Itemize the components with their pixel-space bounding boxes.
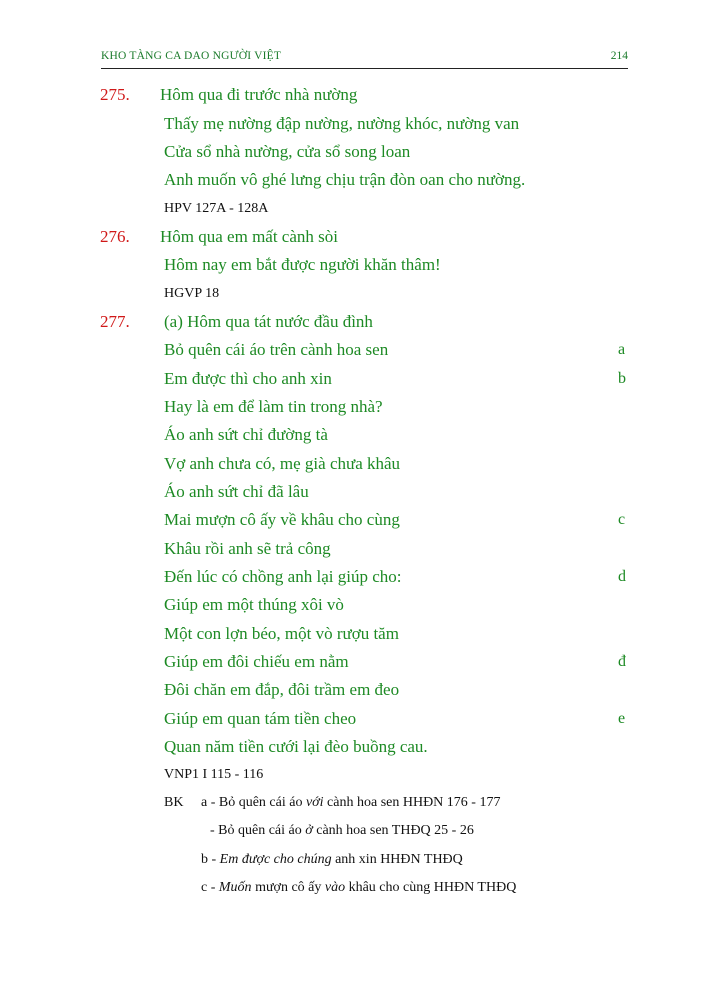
verse-line: Giúp em quan tám tiền cheo: [164, 709, 357, 728]
verse-line: Đến lúc có chồng anh lại giúp cho:: [164, 567, 402, 586]
verse-line: Em được thì cho anh xin: [164, 369, 332, 388]
verse-marker: a: [618, 341, 626, 358]
source-reference: HGVP 18: [164, 286, 220, 301]
verse-line: Hôm nay em bắt được người khăn thâm!: [164, 255, 441, 274]
verse-line: Khâu rồi anh sẽ trả công: [164, 539, 331, 558]
verse-line: Vợ anh chưa có, mẹ già chưa khâu: [164, 454, 401, 473]
entry-number: 275.: [100, 85, 130, 104]
verse-line: Hôm qua em mất cành sòi: [160, 227, 338, 246]
verse-line: Mai mượn cô ấy về khâu cho cùng: [164, 510, 400, 529]
verse-line: Áo anh sứt chỉ đường tà: [164, 425, 328, 444]
verse-line: Giúp em một thúng xôi vò: [164, 595, 344, 614]
verse-line: (a) Hôm qua tát nước đầu đình: [164, 312, 373, 331]
verse-marker: b: [618, 370, 626, 387]
verse-line: Áo anh sứt chỉ đã lâu: [164, 482, 309, 501]
entry-number: 277.: [100, 312, 130, 331]
verse-line: Hôm qua đi trước nhà nường: [160, 85, 358, 104]
source-reference: HPV 127A - 128A: [164, 201, 269, 216]
verse-marker: c: [618, 511, 626, 528]
entry-number: 276.: [100, 227, 130, 246]
page-number: 214: [610, 50, 628, 62]
variant-note: c - Muốn mượn cô ấy vào khâu cho cùng HHĐN THĐQ: [201, 880, 517, 895]
variants-label: BK: [164, 795, 184, 810]
verse-marker: e: [618, 710, 626, 727]
verse-marker: đ: [618, 653, 626, 670]
verse-line: Anh muốn vô ghé lưng chịu trận đòn oan cho nường.: [164, 170, 526, 189]
verse-line: Quan năm tiền cưới lại đèo buồng cau.: [164, 737, 428, 756]
variant-note: b - Em được cho chúng anh xin HHĐN THĐQ: [201, 852, 463, 867]
verse-line: Thấy mẹ nường đập nường, nường khóc, nường van: [164, 114, 520, 133]
verse-line: Hay là em để làm tin trong nhà?: [164, 397, 383, 416]
verse-line: Đôi chăn em đắp, đôi trầm em đeo: [164, 680, 400, 699]
variant-note: - Bỏ quên cái áo ở cành hoa sen THĐQ 25 - 26: [210, 823, 474, 838]
source-reference: VNP1 I 115 - 116: [164, 767, 264, 782]
book-title: KHO TÀNG CA DAO NGƯỜI VIỆT: [101, 50, 282, 62]
verse-line: Cửa sổ nhà nường, cửa sổ song loan: [164, 142, 411, 161]
variant-note: a - Bỏ quên cái áo với cành hoa sen HHĐN 176 - 177: [201, 795, 501, 810]
verse-line: Giúp em đôi chiếu em nằm: [164, 652, 349, 671]
page-header: [101, 48, 628, 69]
verse-marker: d: [618, 568, 626, 585]
verse-line: Một con lợn béo, một vò rượu tăm: [164, 624, 399, 643]
verse-line: Bỏ quên cái áo trên cành hoa sen: [164, 340, 389, 359]
